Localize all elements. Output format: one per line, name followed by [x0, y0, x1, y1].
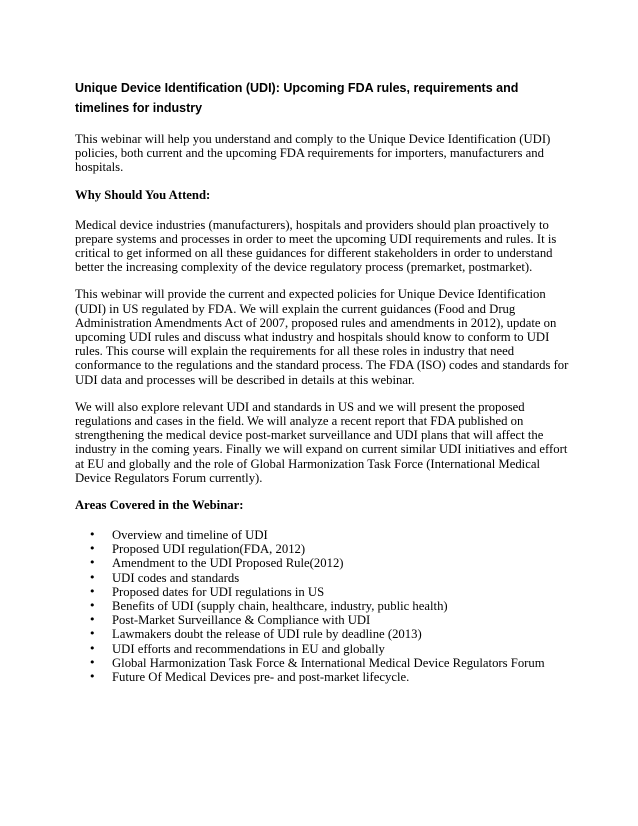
list-item: • Post-Market Surveillance & Compliance with UDI: [75, 613, 570, 627]
list-item: • UDI efforts and recommendations in EU and globally: [75, 642, 570, 656]
list-item: • UDI codes and standards: [75, 571, 570, 585]
body-paragraph: Medical device industries (manufacturers), hospitals and providers should plan proactively to prepare systems and processes in order to meet the upcoming UDI requirements and rules. It is critical to get informed on all these guidances for different stakeholders in order to understand better the increasing complexity of the device regulatory process (premarket, postmarket).: [75, 217, 557, 275]
list-item: • Proposed UDI regulation(FDA, 2012): [75, 542, 570, 556]
why-attend-heading: Why Should You Attend:: [75, 187, 211, 202]
list-item: • Overview and timeline of UDI: [75, 528, 570, 542]
list-item: • Benefits of UDI (supply chain, healthcare, industry, public health): [75, 599, 570, 613]
document-title: Unique Device Identification (UDI): Upcoming FDA rules, requirements and timelines for industry: [75, 81, 519, 115]
list-item: • Global Harmonization Task Force & International Medical Device Regulators Forum: [75, 656, 570, 670]
list-item: • Lawmakers doubt the release of UDI rule by deadline (2013): [75, 627, 570, 641]
document-page: [75, 78, 570, 684]
body-paragraph: We will also explore relevant UDI and standards in US and we will present the proposed regulations and cases in the field. We will analyze a recent report that FDA published on strengthening the medical device post-market surveillance and UDI plans that will affect the industry in the coming years. Finally we will expand on current similar UDI initiatives and effort at EU and globally and the role of Global Harmonization Task Force (International Medical Device Regulators Forum currently).: [75, 399, 568, 485]
intro-paragraph: This webinar will help you understand and comply to the Unique Device Identification (UDI) policies, both current and the upcoming FDA requirements for importers, manufacturers and hospitals.: [75, 132, 551, 175]
areas-covered-list: [75, 528, 570, 684]
list-item: • Amendment to the UDI Proposed Rule(2012): [75, 556, 570, 570]
body-paragraph: This webinar will provide the current and expected policies for Unique Device Identification (UDI) in US regulated by FDA. We will explain the current guidances (Food and Drug Administration Amendments Act of 2007, proposed rules and amendments in 2012), update on upcoming UDI rules and discuss what industry and hospitals should know to conform to UDI rules. This course will explain the requirements for all these roles in industry that need conformance to the regulations and the standard process. The FDA (ISO) codes and standards for UDI data and processes will be described in details at this webinar.: [75, 287, 569, 387]
list-item: • Proposed dates for UDI regulations in US: [75, 585, 570, 599]
areas-covered-heading: Areas Covered in the Webinar:: [75, 498, 244, 513]
list-item: • Future Of Medical Devices pre- and post-market lifecycle.: [75, 670, 570, 684]
